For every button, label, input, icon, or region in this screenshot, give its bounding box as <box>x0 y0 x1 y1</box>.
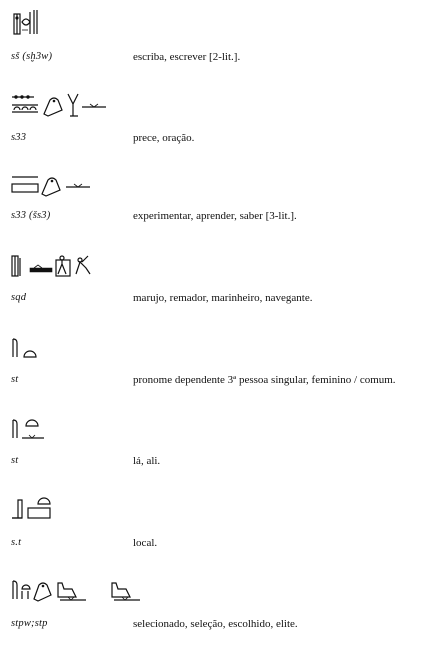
dictionary-entry <box>0 333 440 403</box>
place-st-hieroglyphs <box>10 494 60 530</box>
dictionary-entry <box>0 170 440 240</box>
dictionary-entry <box>0 494 440 564</box>
dictionary-entry <box>0 414 440 484</box>
transliteration: sš (sḫ3w) <box>11 51 53 62</box>
transliteration: st <box>11 374 19 385</box>
meaning: selecionado, seleção, escolhido, elite. <box>133 618 298 630</box>
meaning: escriba, escrever [2-lit.]. <box>133 51 241 63</box>
meaning: prece, oração. <box>133 132 195 144</box>
meaning: marujo, remador, marinheiro, navegante. <box>133 292 313 304</box>
wisdom-hieroglyphs <box>10 170 100 206</box>
dictionary-entry <box>0 252 440 322</box>
meaning: local. <box>133 537 158 549</box>
meaning: pronome dependente 3ª pessoa singular, feminino / comum. <box>133 374 396 386</box>
chosen-stp-hieroglyphs <box>10 575 140 611</box>
transliteration: s.t <box>11 537 22 548</box>
pronoun-st-hieroglyphs <box>10 333 50 369</box>
there-st-hieroglyphs <box>10 414 50 450</box>
transliteration: stpw;stp <box>11 618 48 629</box>
dictionary-entry <box>0 575 440 645</box>
transliteration: s33 (šs3) <box>11 210 51 221</box>
meaning: lá, ali. <box>133 455 161 467</box>
transliteration: s33 <box>11 132 27 143</box>
meaning: experimentar, aprender, saber [3-lit.]. <box>133 210 297 222</box>
dictionary-entry <box>0 90 440 160</box>
sailor-hieroglyphs <box>10 252 110 288</box>
dictionary-entry <box>0 8 440 78</box>
transliteration: st <box>11 455 19 466</box>
scribe-palette-hieroglyphs <box>10 8 50 44</box>
transliteration: sqd <box>11 292 27 303</box>
prayer-hieroglyphs <box>10 90 110 126</box>
